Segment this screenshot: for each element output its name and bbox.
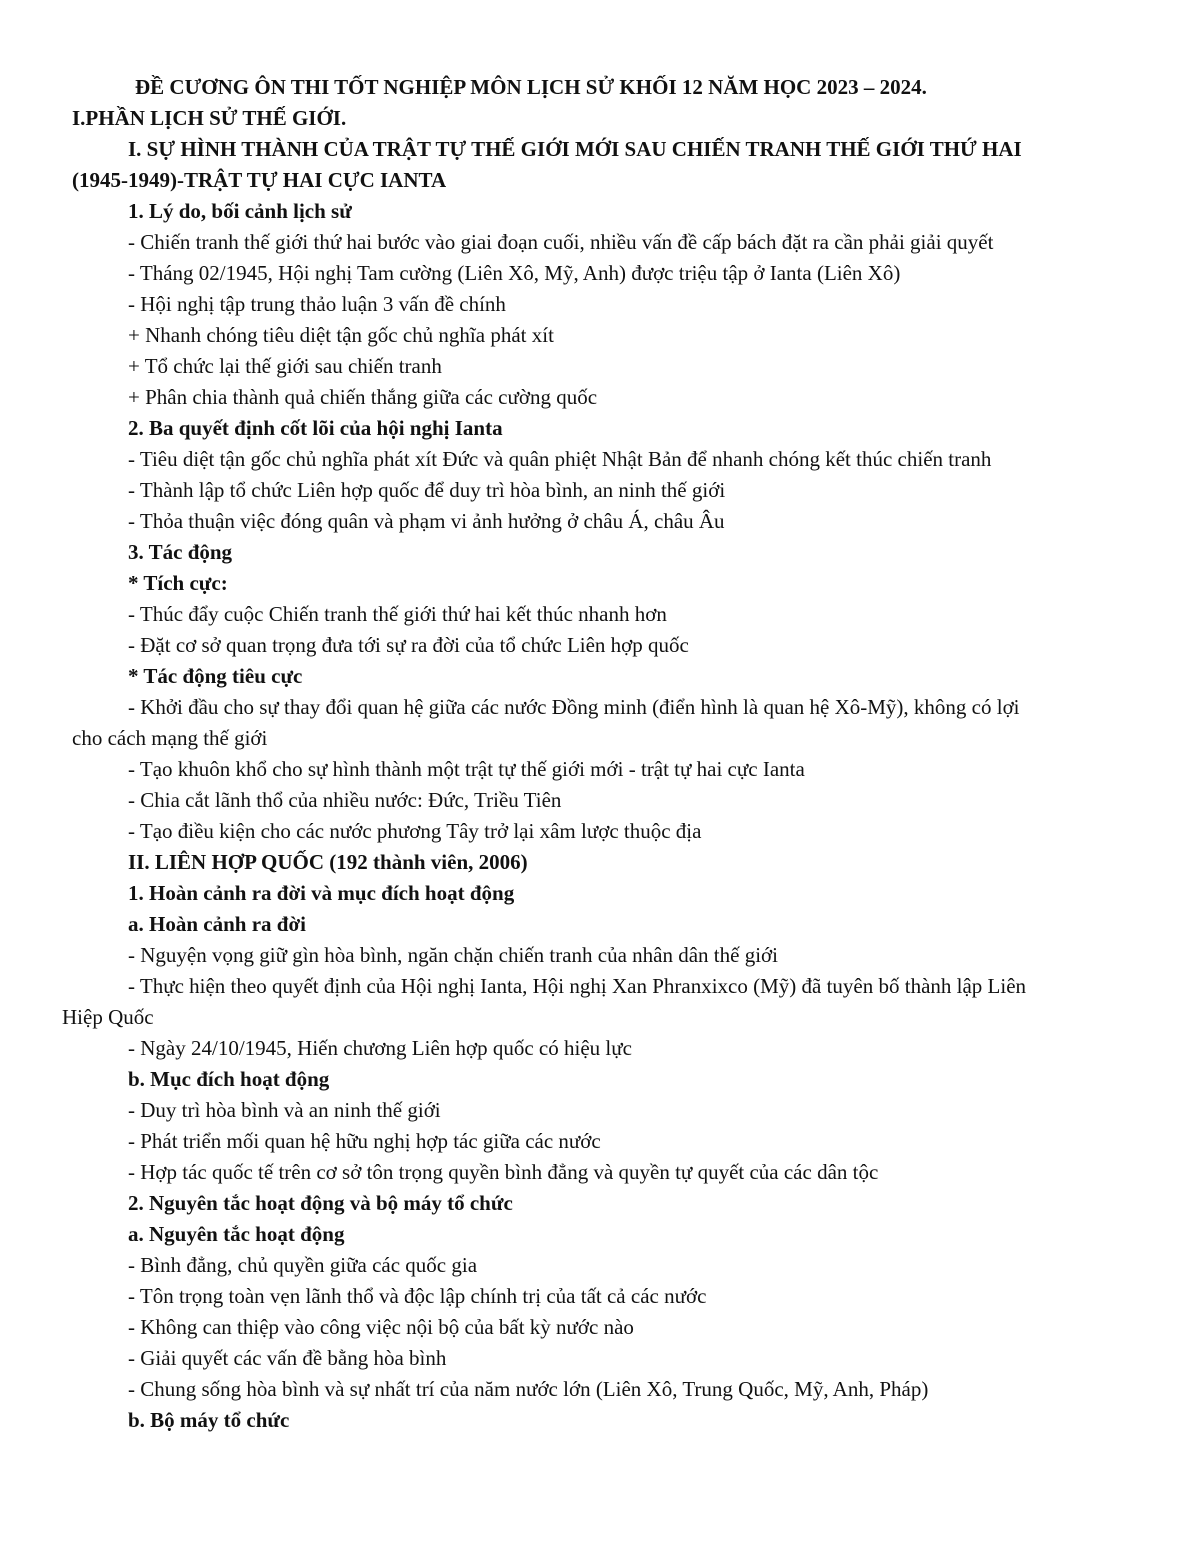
- subheading: b. Bộ máy tổ chức: [128, 1408, 290, 1432]
- text-line: - Tôn trọng toàn vẹn lãnh thổ và độc lập chính trị của tất cả các nước: [128, 1284, 707, 1308]
- text-line: - Phát triển mối quan hệ hữu nghị hợp tác giữa các nước: [128, 1129, 601, 1153]
- text-line: - Tạo khuôn khổ cho sự hình thành một trật tự thế giới mới - trật tự hai cực Ianta: [128, 757, 805, 781]
- subheading: 3. Tác động: [128, 540, 233, 564]
- text-line: - Hội nghị tập trung thảo luận 3 vấn đề chính: [128, 292, 506, 316]
- section-2-heading: II. LIÊN HỢP QUỐC (192 thành viên, 2006): [128, 850, 528, 874]
- text-line: - Hợp tác quốc tế trên cơ sở tôn trọng quyền bình đẳng và quyền tự quyết của các dân tộc: [128, 1160, 879, 1184]
- subheading: 2. Nguyên tắc hoạt động và bộ máy tổ chức: [128, 1191, 513, 1215]
- subheading: 2. Ba quyết định cốt lõi của hội nghị Ianta: [128, 416, 503, 440]
- subheading: 1. Lý do, bối cảnh lịch sử: [128, 199, 352, 223]
- text-line: + Nhanh chóng tiêu diệt tận gốc chủ nghĩa phát xít: [128, 323, 554, 347]
- text-line: - Thỏa thuận việc đóng quân và phạm vi ảnh hưởng ở châu Á, châu Âu: [128, 509, 725, 533]
- text-line: - Không can thiệp vào công việc nội bộ của bất kỳ nước nào: [128, 1315, 634, 1339]
- text-line: - Thực hiện theo quyết định của Hội nghị Ianta, Hội nghị Xan Phranxixco (Mỹ) đã tuyên bố thành lập Liên: [128, 974, 1027, 998]
- text-line: - Thúc đẩy cuộc Chiến tranh thế giới thứ hai kết thúc nhanh hơn: [128, 602, 667, 626]
- text-line: + Phân chia thành quả chiến thắng giữa các cường quốc: [128, 385, 598, 409]
- section-1-heading: I. SỰ HÌNH THÀNH CỦA TRẬT TỰ THẾ GIỚI MỚI SAU CHIẾN TRANH THẾ GIỚI THỨ HAI: [128, 137, 1022, 161]
- text-line: - Đặt cơ sở quan trọng đưa tới sự ra đời của tổ chức Liên hợp quốc: [128, 633, 689, 657]
- subheading: * Tác động tiêu cực: [128, 664, 303, 688]
- text-line: - Giải quyết các vấn đề bằng hòa bình: [128, 1346, 447, 1370]
- subheading: b. Mục đích hoạt động: [128, 1067, 330, 1091]
- text-line: - Chiến tranh thế giới thứ hai bước vào giai đoạn cuối, nhiều vấn đề cấp bách đặt ra cần phải giải quyết: [128, 230, 994, 254]
- text-line: Hiệp Quốc: [62, 1005, 154, 1029]
- subheading: 1. Hoàn cảnh ra đời và mục đích hoạt động: [128, 881, 515, 905]
- text-line: - Thành lập tổ chức Liên hợp quốc để duy trì hòa bình, an ninh thế giới: [128, 478, 726, 502]
- subheading: a. Nguyên tắc hoạt động: [128, 1222, 345, 1246]
- text-line: - Ngày 24/10/1945, Hiến chương Liên hợp quốc có hiệu lực: [128, 1036, 632, 1060]
- text-line: - Duy trì hòa bình và an ninh thế giới: [128, 1098, 441, 1122]
- text-line: + Tổ chức lại thế giới sau chiến tranh: [128, 354, 442, 378]
- text-line: - Bình đẳng, chủ quyền giữa các quốc gia: [128, 1253, 478, 1277]
- subheading: a. Hoàn cảnh ra đời: [128, 912, 306, 936]
- text-line: - Nguyện vọng giữ gìn hòa bình, ngăn chặn chiến tranh của nhân dân thế giới: [128, 943, 778, 967]
- part-heading: I.PHẦN LỊCH SỬ THẾ GIỚI.: [72, 106, 347, 130]
- text-line: cho cách mạng thế giới: [72, 726, 268, 750]
- text-line: - Chung sống hòa bình và sự nhất trí của năm nước lớn (Liên Xô, Trung Quốc, Mỹ, Anh, Pháp): [128, 1377, 929, 1401]
- subheading: * Tích cực:: [128, 571, 228, 595]
- text-line: - Khởi đầu cho sự thay đổi quan hệ giữa các nước Đồng minh (điển hình là quan hệ Xô-Mỹ), không có lợi: [128, 695, 1020, 719]
- text-line: - Chia cắt lãnh thổ của nhiều nước: Đức, Triều Tiên: [128, 788, 562, 812]
- doc-title: ĐỀ CƯƠNG ÔN THI TỐT NGHIỆP MÔN LỊCH SỬ KHỐI 12 NĂM HỌC 2023 – 2024.: [135, 75, 927, 99]
- text-line: - Tạo điều kiện cho các nước phương Tây trở lại xâm lược thuộc địa: [128, 819, 702, 843]
- section-1-heading-cont: (1945-1949)-TRẬT TỰ HAI CỰC IANTA: [72, 168, 447, 192]
- text-line: - Tháng 02/1945, Hội nghị Tam cường (Liên Xô, Mỹ, Anh) được triệu tập ở Ianta (Liên Xô): [128, 261, 901, 285]
- text-line: - Tiêu diệt tận gốc chủ nghĩa phát xít Đức và quân phiệt Nhật Bản để nhanh chóng kết thúc chiến tranh: [128, 447, 992, 471]
